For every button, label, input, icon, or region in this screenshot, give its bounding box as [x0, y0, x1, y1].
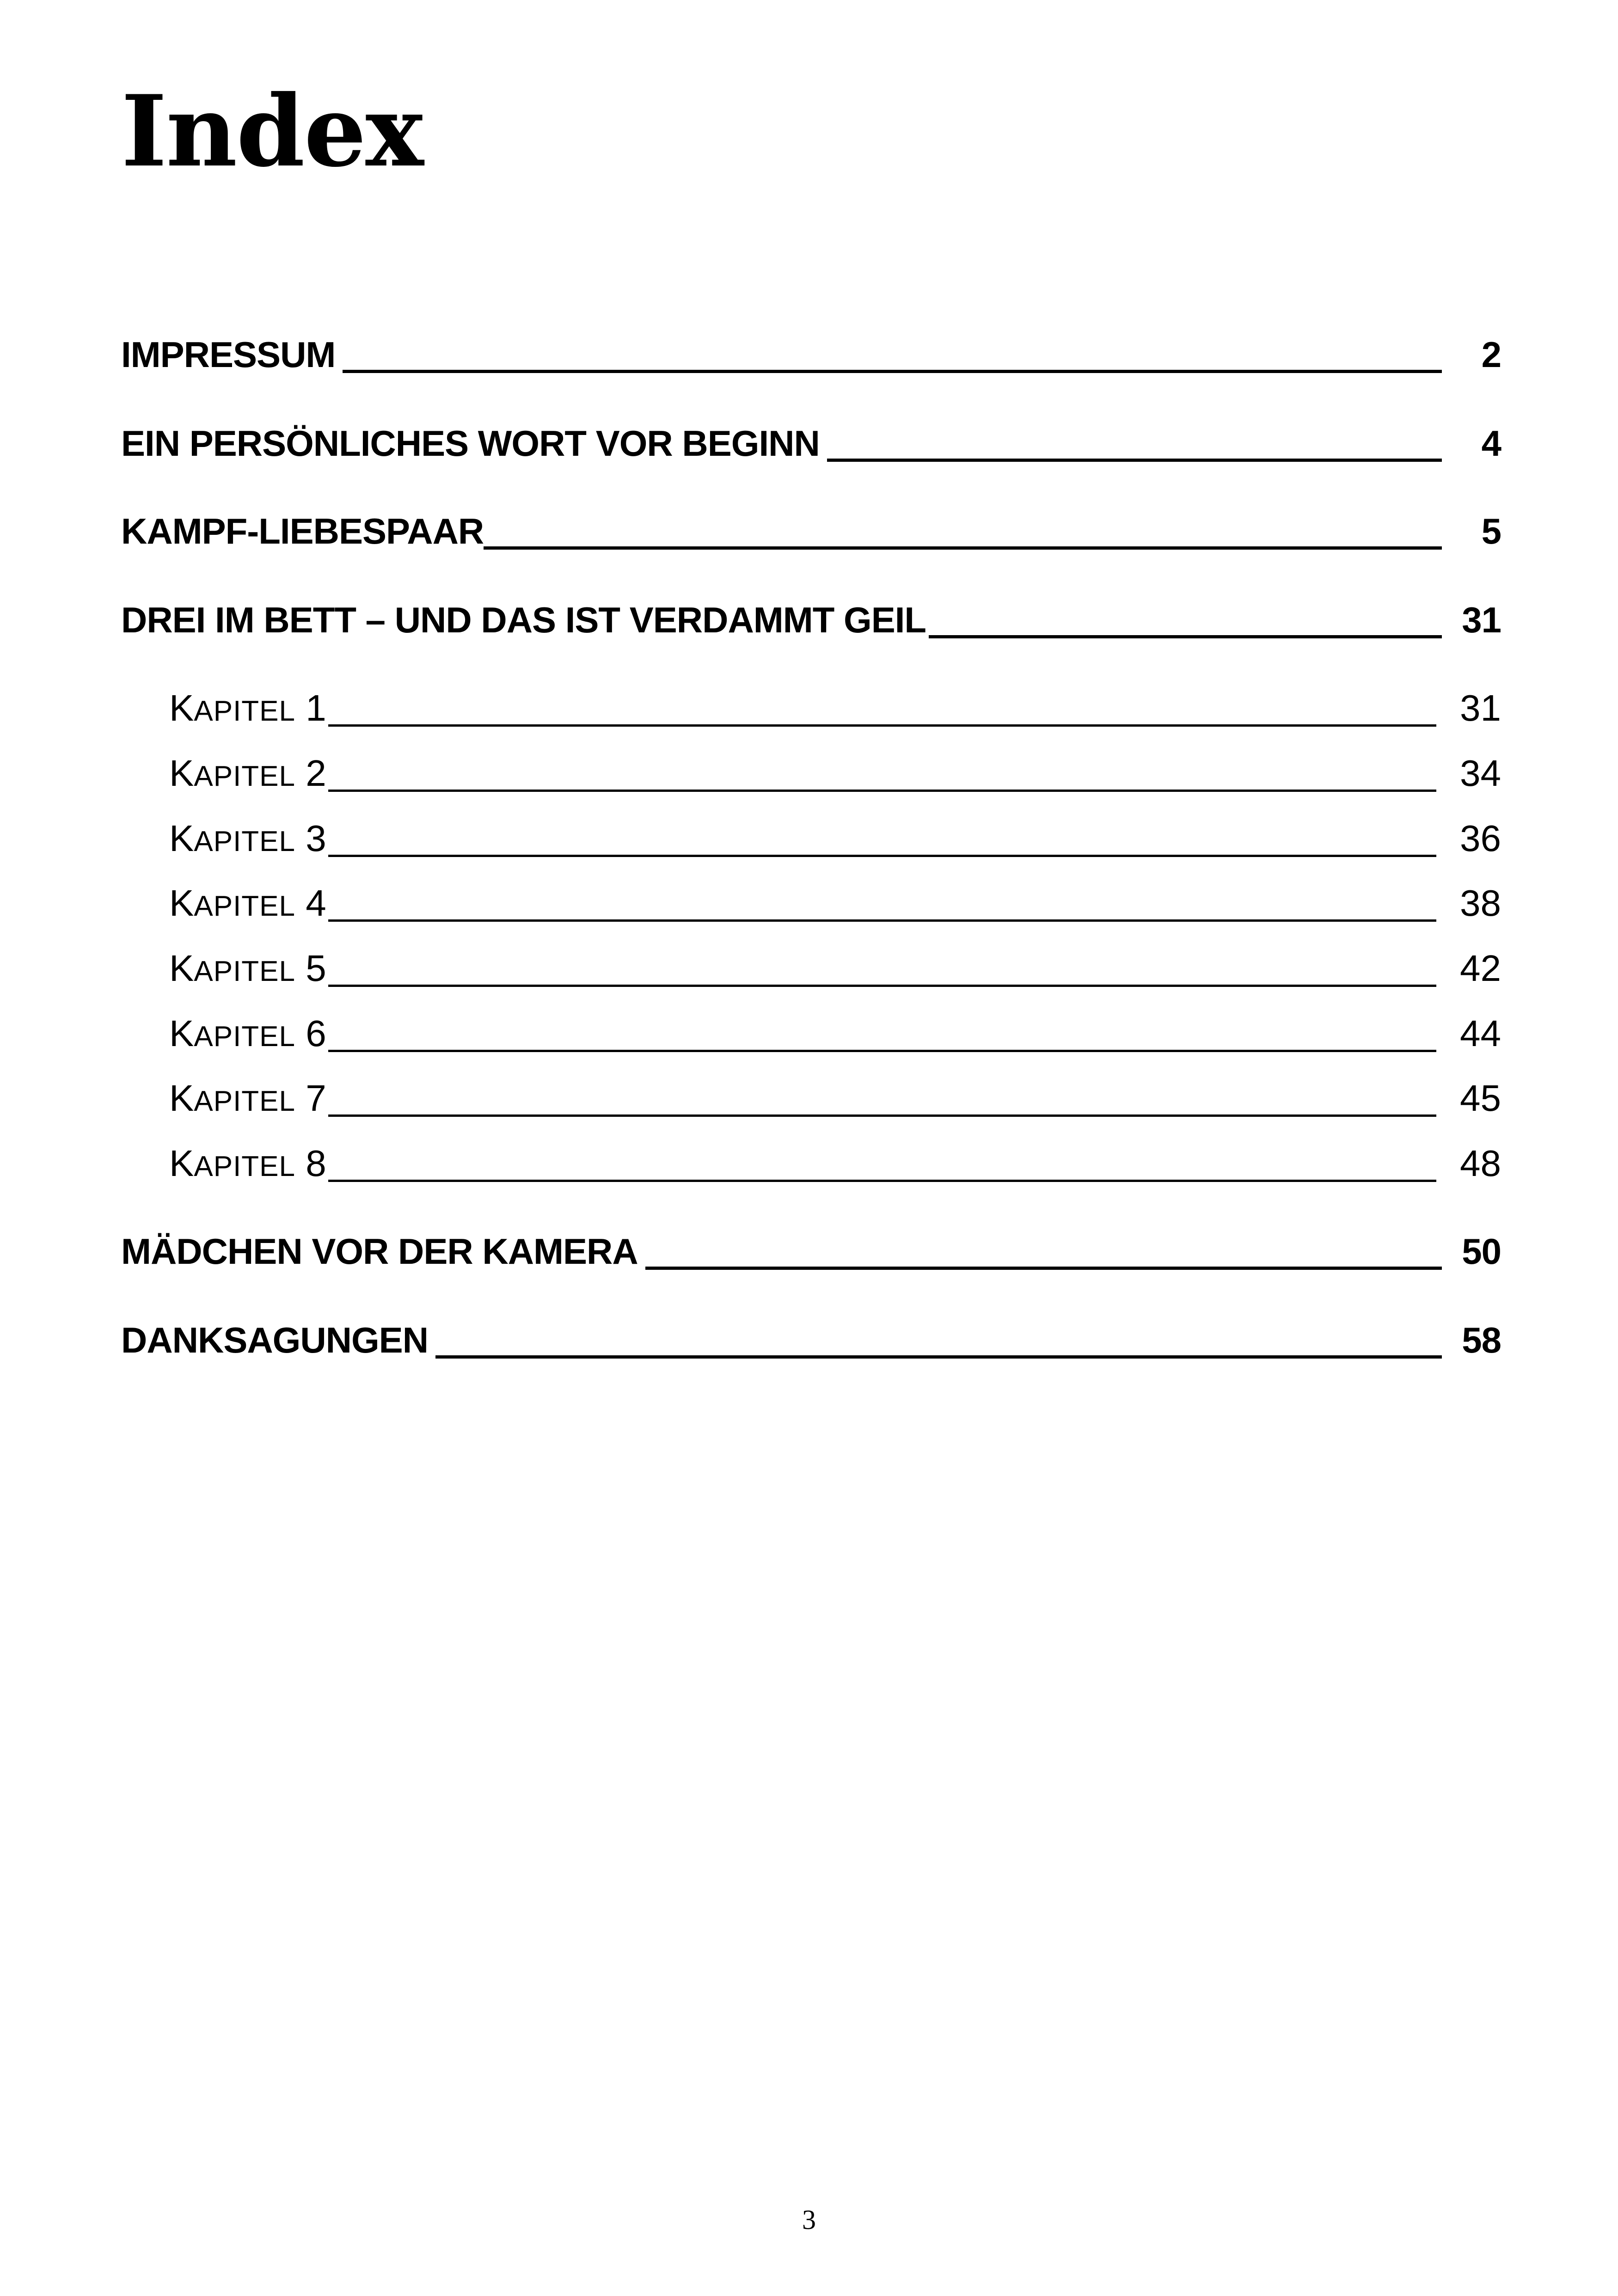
toc-entry-kapitel-2[interactable]	[169, 749, 1501, 805]
toc-entry-kapitel-7[interactable]	[169, 1074, 1501, 1130]
toc-leader-line	[328, 985, 1436, 987]
toc-entry-label: KAMPF-LIEBESPAAR	[121, 511, 484, 551]
toc-page-number: 48	[1460, 1143, 1501, 1184]
toc-leader-line	[827, 459, 1442, 462]
toc-entry-label: DREI IM BETT – UND DAS IST VERDAMMT GEIL	[121, 600, 926, 640]
toc-page-number: 4	[1481, 423, 1501, 464]
toc-entry-label: KAPITEL 1	[169, 687, 326, 729]
toc-leader-line	[328, 1050, 1436, 1052]
toc-entry-label: KAPITEL 8	[169, 1143, 326, 1184]
toc-entry-label: KAPITEL 6	[169, 1013, 326, 1054]
toc-leader-line	[328, 919, 1436, 922]
toc-entry-kapitel-5[interactable]	[169, 944, 1501, 1000]
toc-entry-label: KAPITEL 4	[169, 882, 326, 924]
toc-page-number: 34	[1460, 753, 1501, 794]
toc-page-number: 44	[1460, 1013, 1501, 1054]
toc-page-number: 36	[1460, 818, 1501, 859]
toc-entry-kapitel-8[interactable]	[169, 1139, 1501, 1195]
toc-entry-kapitel-3[interactable]	[169, 814, 1501, 870]
page-title: Index	[121, 73, 423, 189]
toc-leader-line	[328, 1180, 1436, 1182]
toc-entry-kapitel-1[interactable]	[169, 684, 1501, 740]
toc-page-number: 58	[1462, 1320, 1501, 1360]
toc-page-number: 45	[1460, 1078, 1501, 1119]
toc-entry-persoenliches-wort[interactable]	[121, 419, 1501, 475]
toc-page-number: 42	[1460, 948, 1501, 989]
toc-leader-line	[328, 855, 1436, 857]
toc-leader-line	[328, 724, 1436, 727]
toc-entry-danksagungen[interactable]	[121, 1316, 1501, 1371]
toc-leader-line	[929, 635, 1442, 638]
toc-page-number: 2	[1481, 334, 1501, 375]
toc-leader-line	[328, 1114, 1436, 1117]
toc-leader-line	[435, 1355, 1442, 1359]
toc-entry-label: DANKSAGUNGEN	[121, 1320, 429, 1360]
toc-leader-line	[343, 370, 1442, 373]
toc-entry-kampf-liebespaar[interactable]	[121, 507, 1501, 563]
toc-entry-label: KAPITEL 2	[169, 753, 326, 794]
toc-entry-label: KAPITEL 5	[169, 948, 326, 989]
toc-entry-label: IMPRESSUM	[121, 334, 336, 375]
toc-leader-line	[328, 790, 1436, 792]
toc-entry-kapitel-6[interactable]	[169, 1010, 1501, 1065]
toc-entry-label: MÄDCHEN VOR DER KAMERA	[121, 1231, 638, 1272]
toc-entry-drei-im-bett[interactable]	[121, 596, 1501, 651]
toc-entry-impressum[interactable]	[121, 331, 1501, 386]
toc-page-number: 38	[1460, 882, 1501, 924]
toc-page-number: 50	[1462, 1231, 1501, 1272]
toc-page-number: 31	[1462, 600, 1501, 640]
toc-page-number: 31	[1460, 687, 1501, 729]
toc-entry-label: KAPITEL 3	[169, 818, 326, 859]
toc-leader-line	[645, 1267, 1442, 1270]
toc-entry-label: EIN PERSÖNLICHES WORT VOR BEGINN	[121, 423, 820, 464]
toc-entry-maedchen-vor-der-kamera[interactable]	[121, 1227, 1501, 1283]
page-number: 3	[802, 2204, 816, 2235]
toc-entry-label: KAPITEL 7	[169, 1078, 326, 1119]
toc-entry-kapitel-4[interactable]	[169, 879, 1501, 935]
toc-page-number: 5	[1481, 511, 1501, 551]
toc-leader-line	[484, 546, 1442, 550]
